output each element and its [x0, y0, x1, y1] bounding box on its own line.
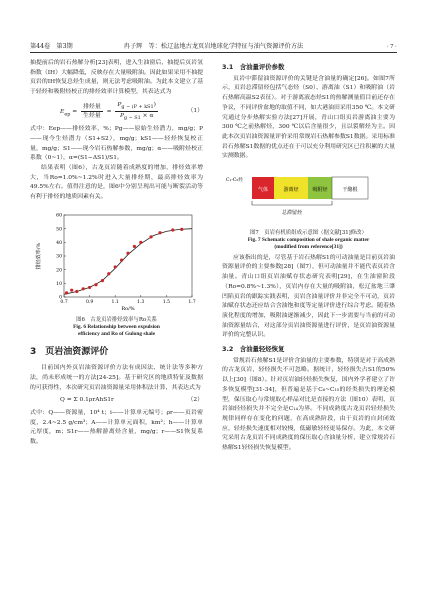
data-point: [120, 258, 123, 261]
y-tick-label: 0: [59, 295, 62, 301]
eq-term: g − (P + kS: [121, 103, 151, 110]
paragraph: 常规岩石热解S1是评价含油量的主要参数，特别是对于高成熟的古龙页岩，轻烃损失不可忽略。据统计，轻烃损失占S1的50%以上[30]（图8）。针对页岩油轻烃损失恢复，国内外学者建立了许多恢复模型[31-34]，但普遍是基于C₆~C₁₅的经类损失的理论模型，保压取心与常规取心样品对比是直接的方法（图10）表明，页岩油轻烃损失并不完全是C₁₄为界。不同成熟度古龙页岩轻烃损失规律同样存在变化的问题，在高成熟阶段，由于页岩的自封闭效应，轻烃损失速度相对较慢，低磁敏轻烃更易保存。为此，本文研究采用古龙页岩不同成熟度的保压取心含油量分析，建立常规岩石热解S1轻烃损失恢复模型。: [222, 357, 395, 452]
figure-caption-en: (modified from reference[31]): [274, 243, 343, 250]
y-tick-label: 20: [56, 268, 62, 274]
kerogen-label: 干酪根: [342, 187, 358, 194]
paragraph: 抽提前后的岩石热解分析[23]表明，进入生油窗后，抽提后页岩氢指数（IH）大幅降低，反映存在大量吸附油。因此如果采用不抽提页岩的IH恢复总烃生成量，则无法考虑吸附油。为此本文建立了基于轻烃和吸附烃校正的排烃效率计算模型，其表达式为: [30, 60, 203, 96]
fraction: [115, 101, 158, 122]
paragraph: 目前国内外页岩油资源评价方法有成因法、统计法等多种方法，尚未形成统一的方法[24-25]。基于研究区的地质特征及数据的可获得性，本次研究页岩油资源量采用体积法计算，其表达式为: [30, 365, 203, 391]
y-tick-label: 30: [56, 254, 62, 260]
section-heading: 3 页岩油资源评价: [30, 347, 109, 358]
figure-caption-en: efficiency and Ro of Gulong shale: [77, 331, 156, 338]
trend-curve: [64, 228, 192, 294]
paragraph: 结果表明（图6），古龙页岩随着成熟度的增加，排烃效率增大，当Ro=1.0%~1.2%时进入大量排烃期，最高排烃效率为49.5%左右。值得注意的是，图6中分别呈现出可能与断裂活动等有利于排烃的地质因素有关。: [30, 164, 203, 201]
figure-caption-cn: 图6 古龙页岩排烃效率与Ro关系: [76, 317, 157, 324]
paragraph: 式中：Eep——排烃效率，%；Pg——原始生烃潜力，mg/g；P——现今生烃潜力（S1+S2），mg/g；kS1——轻烃恢复校正量，mg/g；S1——现今岩石热解参数，mg/g；α——吸附烃校正系数（0~1），α=(S1−ΔS1)/S1。: [30, 126, 203, 162]
data-point: [70, 288, 73, 291]
x-axis-label: Ro/%: [121, 305, 135, 312]
fraction-denominator: 生烃量: [83, 112, 101, 119]
paragraph: 应该指出的是，尽管基于岩石热解S1的可动油量是目前页岩油资源量评价的主要参数[28]（图7），但可动油量并不能代表页岩含油量。青山口组页岩油赋存状态研究表明[29]，在生油窗阶段（Ro=0.8%~1.3%），页岩内存在大量的吸附油，松辽盆地三肇凹陷页岩的跟踪实践表明，页岩含油量评价并非完全不可动，页岩油赋存状态还应结合含油饱和度等定量评价进行综合考虑。随着热演化程度的增加，吸附油逐渐减少，因此下一步需要与当前的可动油资源量结合，对这部分页岩油资源量进行评价，是页岩油资源量评价的完整认识。: [222, 254, 395, 339]
x-tick-label: 1.7: [188, 299, 196, 305]
running-title: 冉子辉 等：松辽盆地古龙页岩地球化学特征与油气资源评价方法: [123, 43, 304, 50]
data-point: [126, 251, 129, 254]
figure-7: [222, 167, 395, 251]
left-column: [30, 59, 203, 448]
scatter-chart: [30, 207, 203, 313]
eq-symbol: P: [117, 101, 122, 108]
header-rule: [30, 52, 397, 53]
eq-symbol: P: [119, 112, 124, 119]
data-point: [158, 231, 161, 234]
data-point: [107, 272, 110, 275]
x-tick-label: 1.5: [162, 299, 171, 305]
data-point: [82, 287, 85, 290]
fraction-numerator: 排烃量: [83, 103, 101, 110]
x-tick-label: 1.3: [137, 299, 145, 305]
figure-6: [30, 207, 203, 339]
data-point: [149, 235, 152, 238]
data-point: [65, 291, 68, 294]
y-tick-label: 40: [56, 240, 62, 246]
data-point: [101, 279, 104, 282]
eq-operator: =: [106, 108, 112, 115]
gas-label: 气体: [257, 187, 269, 194]
fraction-numerator: $P_{g - (P + kS1}$): [117, 101, 156, 110]
free-hydrocarbon-label: 游离烃: [283, 187, 299, 194]
page-number: · 7 ·: [386, 43, 397, 50]
eq-operator: =: [72, 108, 78, 115]
y-tick-label: 50: [56, 227, 62, 233]
data-point: [88, 286, 91, 289]
eq-term: × α: [140, 112, 154, 119]
data-point: [171, 228, 174, 231]
equation-number: （2）: [187, 397, 203, 404]
figure-caption-en: Fig. 7 Schematic composition of shale organic matter: [247, 236, 370, 243]
eq-symbol: E: [60, 108, 65, 115]
equation-number: （1）: [187, 107, 203, 114]
right-column: [222, 59, 395, 454]
figure-caption-cn: 图7 页岩有机质组成示意图（据文献[31]修改）: [250, 229, 367, 236]
adsorbed-hydrocarbon-label: 吸附烃: [312, 187, 328, 194]
data-point: [114, 265, 117, 268]
fraction: [81, 103, 103, 120]
total-retained-label: 总滞留烃: [281, 210, 303, 217]
light-hydrocarbon-label: C₁-C₅烃: [226, 178, 243, 184]
data-point: [180, 228, 183, 231]
x-tick-label: 1.1: [111, 299, 119, 305]
x-tick-label: 0.9: [85, 299, 94, 305]
eq-subscript: ep: [64, 111, 71, 118]
running-header: [30, 38, 397, 50]
equation-1: [60, 101, 203, 122]
plot-frame: [64, 215, 192, 297]
data-point: [75, 290, 78, 293]
composition-diagram: [222, 167, 395, 225]
y-axis-label: 排烃效率/%: [36, 242, 42, 269]
data-point: [94, 283, 97, 286]
paragraph: 页岩中滞留油资源评价的关键是含油量的确定[26]。如图7所示，页岩总滞留烃包括气态烃（S0）、游离油（S1）和吸附油（岩石热解高温S2表征）。对于游离液态烃S1的热解测量值目前还存在争议，不同评价盆地的取值不同，如大港油田采用350 ℃。本文研究通过分步热解实验方法[27]开展，青山口组页岩游离油主要为300 ℃之前热解烃，300 ℃以后含量很少，且以裂解烃为主。因此本次页岩油资源量评价采用常规岩石热解参数S1数据。采用标准岩石热解S1数据的优点还在于可以充分利用研究区已往积累的大量实测数据。: [222, 75, 395, 160]
subsection-heading: 3.1 含油量评价参数: [222, 63, 285, 71]
x-tick-label: 0.7: [60, 299, 68, 305]
y-tick-label: 10: [56, 281, 62, 287]
fraction-denominator: $P_{g - S1} \times \alpha$: [119, 112, 154, 122]
data-point: [139, 241, 142, 244]
figure-caption-en: Fig. 6 Relationship between expulsion: [73, 324, 160, 331]
subsection-heading: 3.2 含油量轻烃恢复: [222, 345, 285, 354]
journal-volume: 第44卷 第3期: [30, 43, 73, 50]
equation-2: [60, 396, 203, 406]
data-point: [133, 245, 136, 248]
equation-text: Q = Σ 0.1ρrAhS1r: [60, 397, 114, 404]
y-tick-label: 60: [56, 213, 62, 219]
paragraph: 式中：Q——资源量，10⁴ t；i——计算单元编号；ρr——页岩密度，2.4~2.5 g/cm³；A——计算单元面积，km²；h——计算单元厚度，m；S1r——热解游离烃含量，mg/g；r——S1恢复系数。: [30, 410, 203, 446]
eq-term: g − S: [123, 115, 138, 122]
eq-term: ): [153, 101, 156, 108]
